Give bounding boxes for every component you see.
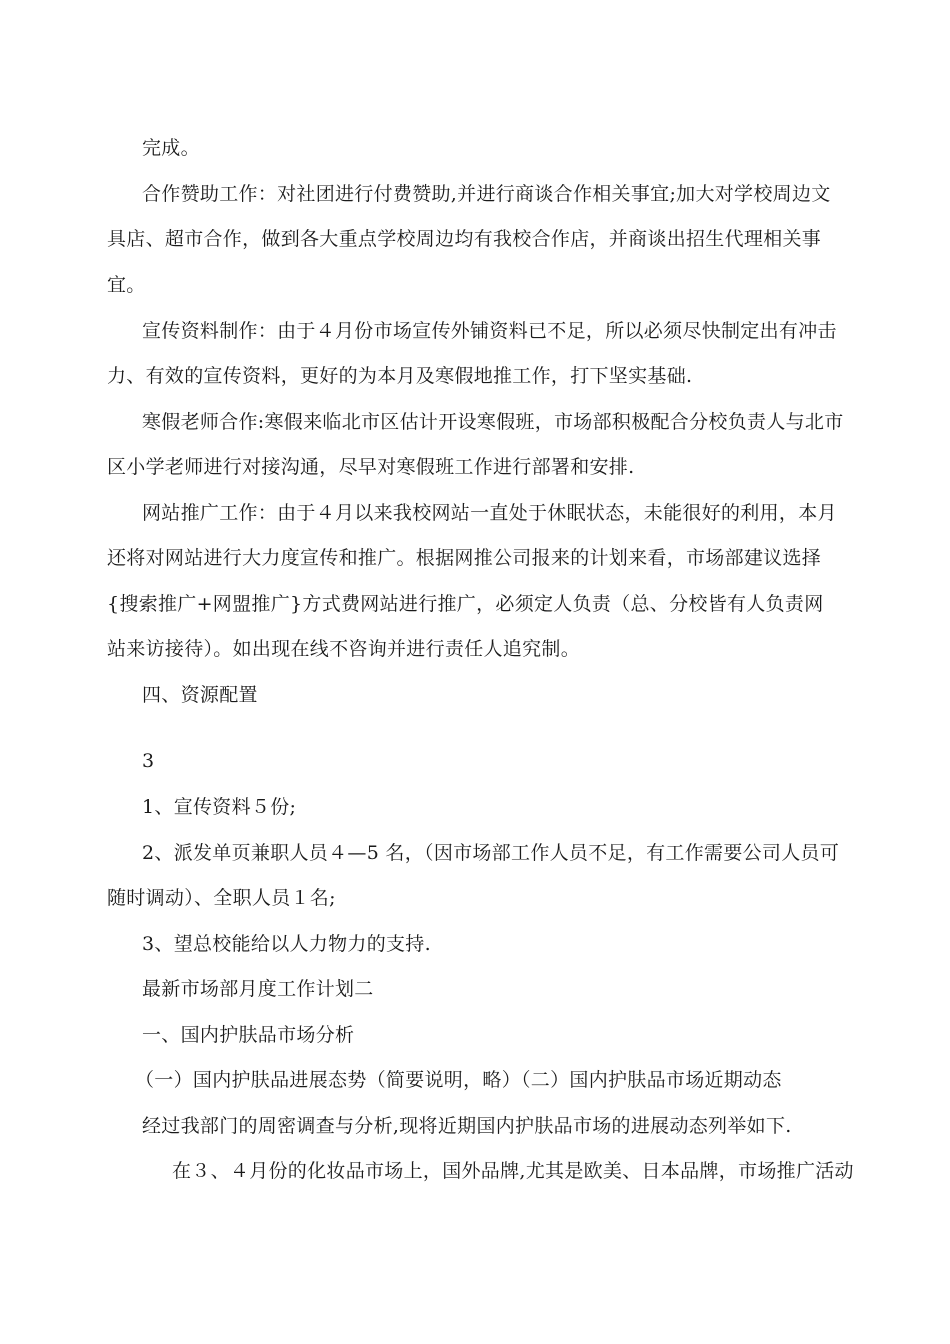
paragraph-line: 在３、４月份的化妆品市场上，国外品牌,尤其是欧美、日本品牌，市场推广活动: [172, 1160, 854, 1182]
page-number: 3: [142, 750, 155, 772]
paragraph-line: {搜索推广+网盟推广}方式费网站进行推广，必须定人负责（总、分校皆有人负责网: [107, 593, 824, 615]
list-item: 3、望总校能给以人力物力的支持.: [142, 933, 431, 955]
paragraph-line: 完成。: [142, 137, 200, 159]
paragraph-line: 区小学老师进行对接沟通，尽早对寒假班工作进行部署和安排.: [107, 456, 635, 478]
document-title: 最新市场部月度工作计划二: [142, 978, 374, 1000]
section-heading: 四、资源配置: [142, 684, 258, 706]
paragraph-line: 宣传资料制作：由于４月份市场宣传外铺资料已不足，所以必须尽快制定出有冲击: [142, 320, 837, 342]
paragraph-line: 合作赞助工作：对社团进行付费赞助,并进行商谈合作相关事宜;加大对学校周边文: [142, 183, 831, 205]
paragraph-line: 经过我部门的周密调查与分析,现将近期国内护肤品市场的进展动态列举如下.: [142, 1115, 792, 1137]
paragraph-line: 站来访接待）。如出现在线不咨询并进行责任人追究制。: [107, 638, 581, 660]
list-item: 1、宣传资料５份;: [142, 796, 297, 818]
paragraph-line: 具店、超市合作，做到各大重点学校周边均有我校合作店，并商谈出招生代理相关事: [107, 228, 822, 250]
paragraph-line: 寒假老师合作:寒假来临北市区估计开设寒假班，市场部积极配合分校负责人与北市: [142, 411, 844, 433]
list-item: 2、派发单页兼职人员４—5 名，（因市场部工作人员不足，有工作需要公司人员可: [142, 842, 840, 864]
subsection-heading: （一）国内护肤品进展态势（简要说明，略）（二）国内护肤品市场近期动态: [135, 1069, 782, 1091]
paragraph-line: 网站推广工作：由于４月以来我校网站一直处于休眠状态，未能很好的利用，本月: [142, 502, 837, 524]
paragraph-line: 力、有效的宣传资料，更好的为本月及寒假地推工作，打下坚实基础.: [107, 365, 693, 387]
list-item-continuation: 随时调动）、全职人员１名;: [107, 887, 336, 909]
paragraph-line: 还将对网站进行大力度宣传和推广。根据网推公司报来的计划来看，市场部建议选择: [107, 547, 822, 569]
paragraph-line: 宜。: [107, 274, 146, 296]
section-heading: 一、国内护肤品市场分析: [142, 1024, 355, 1046]
